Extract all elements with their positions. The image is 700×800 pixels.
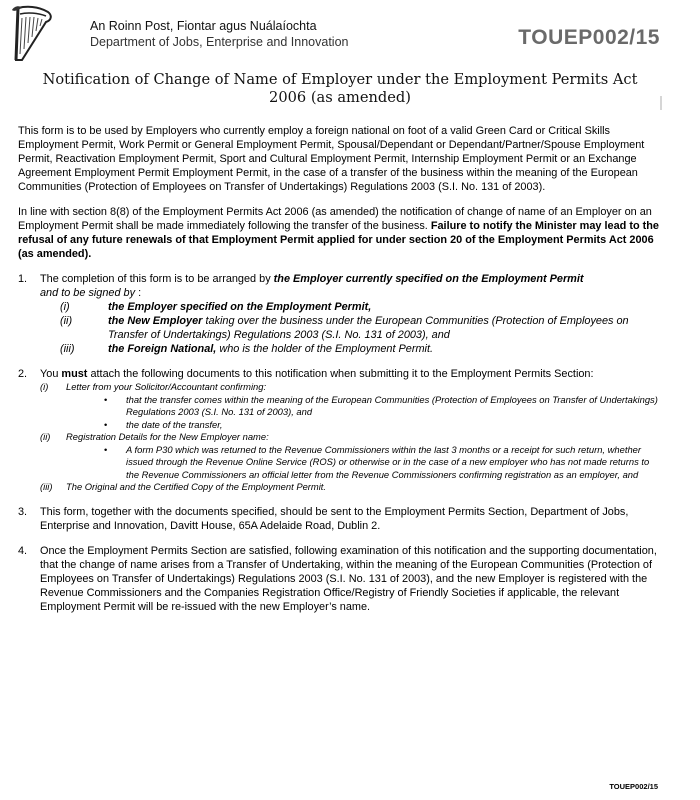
list-item-2: [18, 367, 662, 381]
sub-numeral: (i): [60, 301, 70, 313]
item-number: 3.: [18, 505, 28, 518]
sub-rest: taking over the business under the European Communities (Protection of Employees on Transfer of Undertakings) Regulations 2003 (S.I. No. 131 of 2003), and: [108, 315, 629, 341]
sub-numeral: (iii): [40, 481, 53, 492]
intro-p2-text: In line with section 8(8) of the Employment Permits Act 2006 (as amended) the notification of change of name of an Employer on an Employment Permit shall be made immediately following the transfer of the business.: [18, 206, 652, 232]
item1-text-b: the Employer currently specified on the Employment Permit: [273, 273, 584, 285]
sub-bold: the New Employer: [108, 315, 203, 327]
item4-text: Once the Employment Permits Section are satisfied, following examination of this notification and the supporting documentation, that the change of name arises from a Transfer of Undertaking, within the meaning of the European Communities (Protection of Employees on Transfer of Undertakings) Regulations 2003 (S.I. No. 131 of 2003), and the new Employer is registered with the Revenue Commissioners and the Companies Registration Office/Registry of Friendly Societies if applicable, the relevant Employment Permit will be re-issued with the new Employer’s name.: [40, 544, 657, 613]
item2-sub-iii: [40, 481, 662, 494]
footer-form-code: TOUEP002/15: [609, 782, 658, 791]
item1-text-a: The completion of this form is to be arranged by: [40, 273, 274, 285]
item-number: 4.: [18, 544, 28, 557]
sub-text: Letter from your Solicitor/Accountant confirming:: [66, 381, 267, 392]
bullet-item: [40, 394, 662, 419]
bullet-text: that the transfer comes within the meaning of the European Communities (Protection of Employees on Transfer of Undertakings) Regulations 2003 (S.I. No. 131 of 2003), and: [126, 393, 658, 417]
sub-rest: who is the holder of the Employment Permit.: [216, 343, 434, 355]
item1-sub-i: [18, 300, 662, 314]
item2-sub-i: [40, 381, 662, 394]
bullet-item: [40, 444, 662, 482]
bullet-icon: •: [104, 443, 108, 455]
item1-text-d: :: [135, 287, 142, 299]
margin-divider: [660, 96, 662, 110]
item2-sub-ii: [40, 431, 662, 444]
item-number: 2.: [18, 368, 28, 380]
sub-text: The Original and the Certified Copy of the Employment Permit.: [66, 481, 327, 492]
department-name-english: Department of Jobs, Enterprise and Innovation: [90, 35, 349, 49]
item2-text-c: attach the following documents to this notification when submitting it to the Employment Permits Section:: [87, 368, 594, 380]
document-title-line2: 2006 (as amended): [269, 89, 411, 106]
bullet-item: [40, 419, 662, 432]
list-item-1: [18, 272, 662, 300]
item3-text: This form, together with the documents specified, should be sent to the Employment Permits Section, Department of Jobs, Enterprise and Innovation, Davitt House, 65A Adelaide Road, Dublin 2.: [40, 505, 629, 532]
bullet-icon: •: [104, 418, 108, 430]
item1-sub-ii: [18, 314, 662, 342]
sub-text: Registration Details for the New Employer name:: [66, 431, 269, 442]
sub-numeral: (ii): [60, 315, 73, 327]
bullet-text: A form P30 which was returned to the Revenue Commissioners within the last 3 months or a receipt for such return, whether issued through the Revenue Online Service (ROS) or otherwise or in the case of a new employer who has not made returns to the Revenue Commissioners an official letter from the Revenue Commissioners confirming registration as an employer, and: [126, 443, 650, 480]
item2-text-b: must: [61, 368, 88, 380]
sub-bold: the Employer specified on the Employment Permit,: [108, 301, 372, 313]
department-name-irish: An Roinn Post, Fiontar agus Nuálaíochta: [90, 19, 317, 33]
document-title-line1: Notification of Change of Name of Employer under the Employment Permits Act: [42, 71, 638, 88]
sub-numeral: (i): [40, 381, 49, 392]
harp-logo-icon: [8, 4, 58, 64]
intro-p2-warning: Failure to notify the Minister may lead to the refusal of any future renewals of that Employment Permit applied for under section 20 of the Employment Permits Act 2006 (as amended).: [18, 220, 659, 260]
list-item-3: [18, 505, 662, 533]
sub-numeral: (ii): [40, 431, 51, 442]
bullet-icon: •: [104, 393, 108, 405]
item2-text-a: You: [40, 368, 62, 380]
document-title: [20, 71, 660, 107]
document-body: [18, 124, 662, 614]
item1-text-c: and to be signed by: [40, 287, 136, 299]
list-item-4: [18, 544, 662, 614]
bullet-text: the date of the transfer,: [126, 418, 223, 430]
intro-paragraph-2: [18, 205, 662, 261]
sub-bold: the Foreign National,: [108, 343, 217, 355]
department-heading: [90, 18, 348, 50]
item1-sub-iii: [18, 342, 662, 356]
item-number: 1.: [18, 273, 28, 285]
intro-paragraph-1: This form is to be used by Employers who currently employ a foreign national on foot of a valid Green Card or Critical Skills Employment Permit, Work Permit or General Employment Permit, Spousal/Dependant or Dependant/Partner/Spouse Employment Permit, Reactivation Employment Permit, Sport and Cultural Employment Permit, Internship Employment Permit or an Exchange Agreement Employment Permit Employment Permit, in the case of a transfer of the business within the meaning of the European Communities (Protection of Employees on Transfer of Undertakings) Regulations 2003 (S.I. No. 131 of 2003).: [18, 125, 645, 193]
form-code: TOUEP002/15: [518, 26, 660, 49]
sub-numeral: (iii): [60, 343, 75, 355]
